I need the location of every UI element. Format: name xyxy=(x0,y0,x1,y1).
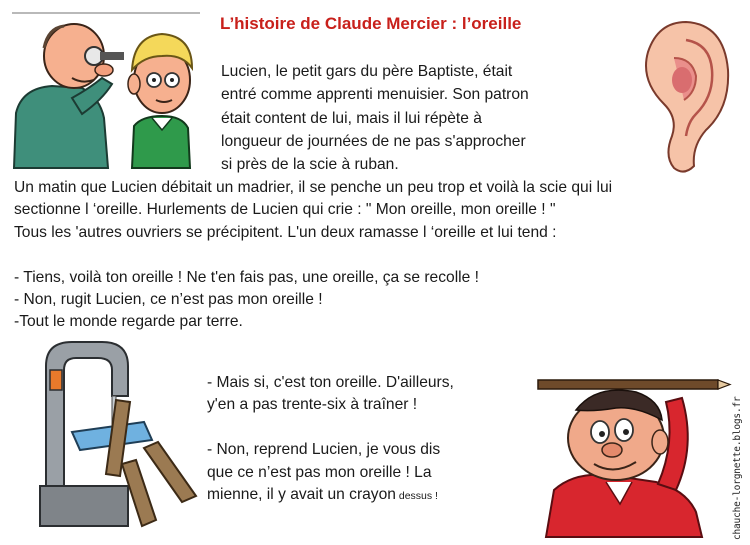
intro-line: entré comme apprenti menuisier. Son patron xyxy=(221,86,529,104)
story-line xyxy=(14,244,744,266)
dialog-text xyxy=(207,372,527,507)
bandsaw-illustration xyxy=(32,336,202,536)
intro-line: était content de lui, mais il lui répète à xyxy=(221,109,482,127)
credit-text: chauche-lorgnette.blogs.fr xyxy=(732,396,743,540)
intro-paragraph xyxy=(221,60,601,176)
story-line: Un matin que Lucien débitait un madrier, il se penche un peu trop et voilà la scie qui lui xyxy=(14,179,613,196)
intro-line: longueur de journées de ne pas s'approcher xyxy=(221,132,526,150)
story-line: - Tiens, voilà ton oreille ! Ne t'en fais pas, une oreille, ça se recolle ! xyxy=(14,268,479,286)
dialog-line: que ce n’est pas mon oreille ! La xyxy=(207,463,432,481)
intro-line: si près de la scie à ruban. xyxy=(221,156,399,174)
top-divider xyxy=(12,12,200,14)
ear-illustration xyxy=(634,18,734,176)
story-text xyxy=(14,177,744,334)
page-title: L’histoire de Claude Mercier : l’oreille xyxy=(220,14,522,33)
dialog-line: - Non, reprend Lucien, je vous dis xyxy=(207,441,441,459)
intro-line: Lucien, le petit gars du père Baptiste, était xyxy=(221,63,513,80)
dialog-line: mienne, il y avait un crayon xyxy=(207,486,396,504)
dialog-line: - Mais si, c'est ton oreille. D'ailleurs, xyxy=(207,374,454,391)
doctor-illustration xyxy=(12,18,202,168)
dialog-small-tail: dessus ! xyxy=(395,490,438,503)
dialog-line: y'en a pas trente-six à traîner ! xyxy=(207,396,418,414)
story-line: Tous les 'autres ouvriers se précipitent. L'un deux ramasse l ‘oreille et lui tend : xyxy=(14,223,557,241)
dialog-line-last xyxy=(207,484,527,507)
pencil-man-illustration xyxy=(536,372,731,537)
dialog-line xyxy=(207,417,527,439)
story-line: - Non, rugit Lucien, ce n’est pas mon oreille ! xyxy=(14,291,323,309)
story-line: -Tout le monde regarde par terre. xyxy=(14,313,243,331)
story-line: sectionne l ‘oreille. Hurlements de Lucien qui crie : " Mon oreille, mon oreille ! " xyxy=(14,201,556,219)
